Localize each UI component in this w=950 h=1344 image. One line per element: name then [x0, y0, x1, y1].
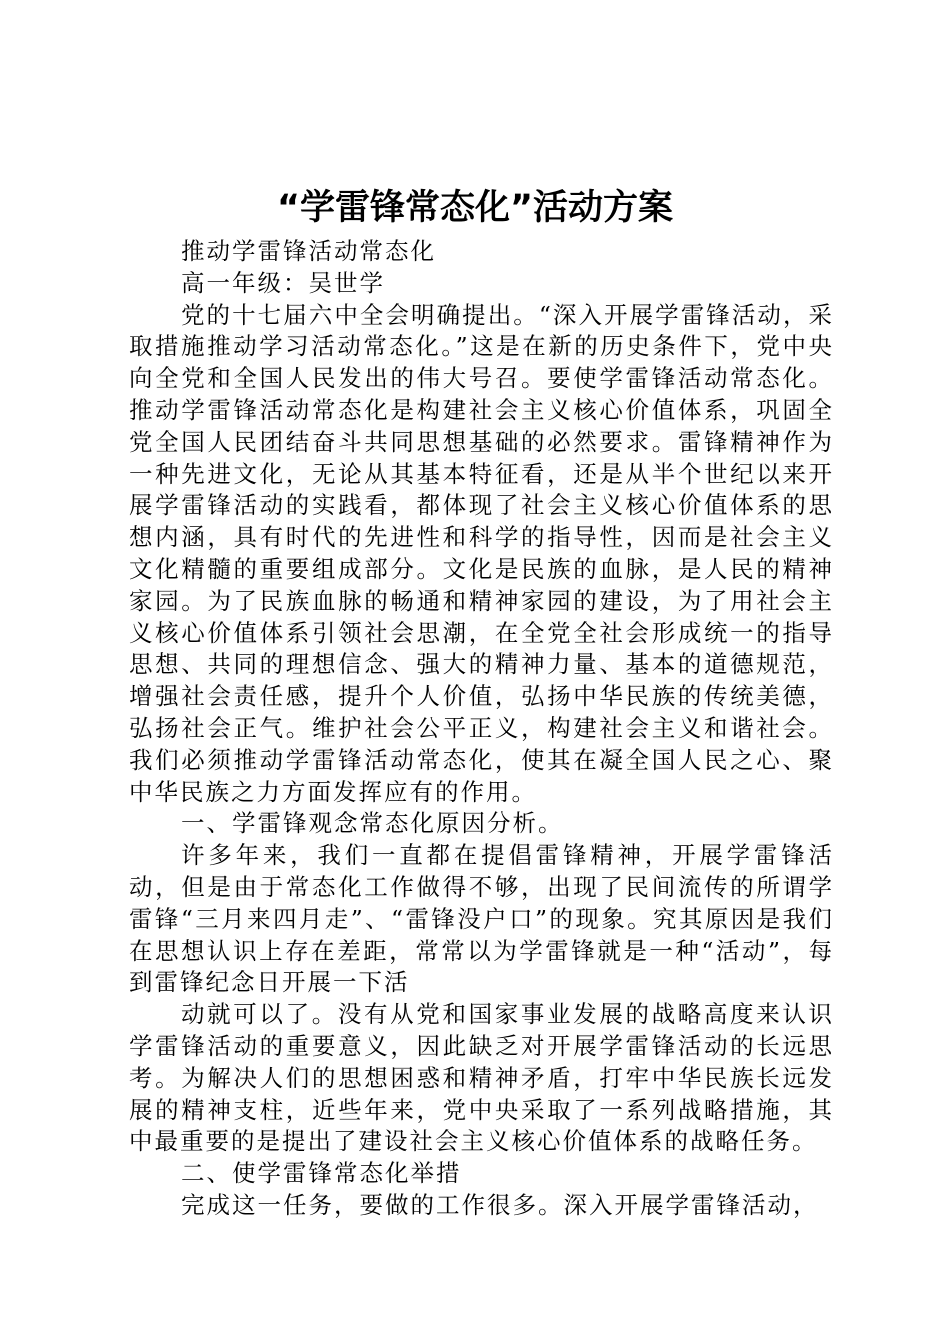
body-paragraph: 党的十七届六中全会明确提出。“深入开展学雷锋活动，采取措施推动学习活动常态化。”这是在新的历史条件下，党中央向全党和全国人民发出的伟大号召。要使学雷锋活动常态化。推动学雷锋活动常态化是构建社会主义核心价值体系，巩固全党全国人民团结奋斗共同思想基础的必然要求。雷锋精神作为一种先进文化，无论从其基本特征看，还是从半个世纪以来开展学雷锋活动的实践看，都体现了社会主义核心价值体系的思想内涵，具有时代的先进性和科学的指导性，因而是社会主义文化精髓的重要组成部分。文化是民族的血脉，是人民的精神家园。为了民族血脉的畅通和精神家园的建设，为了用社会主义核心价值体系引领社会思潮，在全党全社会形成统一的指导思想、共同的理想信念、强大的精神力量、基本的道德规范，增强社会责任感，提升个人价值，弘扬中华民族的传统美德，弘扬社会正气。维护社会公平正义，构建社会主义和谐社会。我们必须推动学雷锋活动常态化，使其在凝全国人民之心、聚中华民族之力方面发挥应有的作用。 [129, 300, 834, 806]
subtitle-paragraph: 推动学雷锋活动常态化 [181, 237, 436, 265]
body-paragraph: 动就可以了。没有从党和国家事业发展的战略高度来认识学雷锋活动的重要意义，因此缺乏对开展学雷锋活动的长远思考。为解决人们的思想困惑和精神矛盾，打牢中华民族长远发展的精神支柱，近些年来，党中央采取了一系列战略措施，其中最重要的是提出了建设社会主义核心价值体系的战略任务。 [129, 1000, 834, 1156]
section-heading-1: 一、学雷锋观念常态化原因分析。 [181, 809, 564, 838]
document-title: “学雷锋常态化”活动方案 [276, 188, 673, 228]
author-line: 高一年级：吴世学 [181, 268, 385, 297]
section-heading-2: 二、使学雷锋常态化举措 [181, 1159, 462, 1188]
body-paragraph: 完成这一任务，要做的工作很多。深入开展学雷锋活动， [181, 1190, 819, 1219]
document-body [129, 236, 834, 1222]
body-paragraph: 许多年来，我们一直都在提倡雷锋精神，开展学雷锋活动，但是由于常态化工作做得不够，出现了民间流传的所谓学雷锋“三月来四月走”、“雷锋没户口”的现象。究其原因是我们在思想认识上存在差距，常常以为学雷锋就是一种“活动”，每到雷锋纪念日开展一下活 [129, 841, 834, 997]
